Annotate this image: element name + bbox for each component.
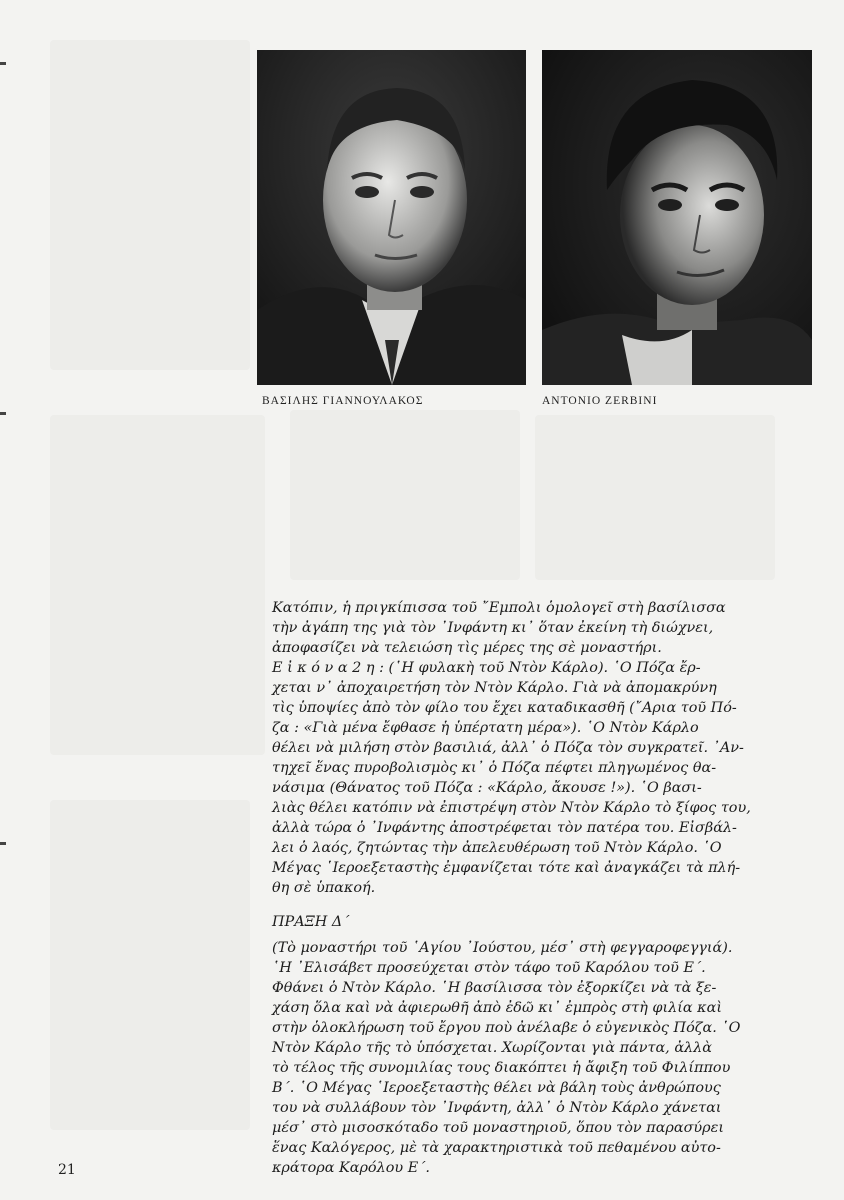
bleed-through-image [50, 40, 250, 370]
antonio-zerbini-portrait [542, 50, 812, 385]
text-line: μέσ᾿ στὸ μισοσκόταδο τοῦ μοναστηριοῦ, ὅπου τὸν παρασύρει [272, 1120, 724, 1136]
text-line: ἀλλὰ τώρα ὁ ᾿Ινφάντης ἀποστρέφεται τὸν πατέρα του. Εἰσβάλ- [272, 820, 737, 836]
text-line: ῾Η ᾿Ελισάβετ προσεύχεται στὸν τάφο τοῦ Καρόλου τοῦ Ε΄. [272, 960, 706, 976]
photo-caption: ΒΑΣΙΛΗΣ ΓΙΑΝΝΟΥΛΑΚΟΣ [262, 395, 424, 407]
text-line: χάση ὅλα καὶ νὰ ἀφιερωθῆ ἀπὸ ἐδῶ κι᾿ ἐμπρὸς στὴ φιλία καὶ [272, 1000, 722, 1016]
synopsis-paragraph [272, 938, 812, 1178]
text-line: λιὰς θέλει κατόπιν νὰ ἐπιστρέψη στὸν Ντὸν Κάρλο τὸ ξίφος του, [272, 800, 751, 816]
bleed-through-image [50, 800, 250, 1130]
text-line: θέλει νὰ μιλήση στὸν βασιλιά, ἀλλ᾿ ὁ Πόζα τὸν συγκρατεῖ. ᾿Αν- [272, 740, 744, 756]
bleed-through-image [290, 410, 520, 580]
bleed-through-image [535, 415, 775, 580]
text-line: Β΄. ῾Ο Μέγας ῾Ιεροεξεταστὴς θέλει νὰ βάλη τοὺς ἀνθρώπους [272, 1080, 721, 1096]
margin-mark [0, 62, 6, 65]
text-line: θη σὲ ὑπακοή. [272, 880, 376, 896]
page-number: 21 [58, 1162, 76, 1178]
text-line: ἕνας Καλόγερος, μὲ τὰ χαρακτηριστικὰ τοῦ πεθαμένου αὐτο- [272, 1140, 721, 1156]
text-line: λει ὁ λαός, ζητώντας τὴν ἀπελευθέρωση τοῦ Ντὸν Κάρλο. ῾Ο [272, 840, 722, 856]
bleed-through-image [50, 415, 265, 755]
text-line: Ντὸν Κάρλο τῆς τὸ ὑπόσχεται. Χωρίζονται γιὰ πάντα, ἀλλὰ [272, 1040, 713, 1056]
text-line: ἀποφασίζει νὰ τελειώση τὶς μέρες της σὲ μοναστήρι. [272, 640, 662, 656]
text-line: κράτορα Καρόλου Ε΄. [272, 1160, 430, 1176]
synopsis-paragraph [272, 598, 812, 898]
text-line: στὴν ὁλοκλήρωση τοῦ ἔργου ποὺ ἀνέλαβε ὁ εὐγενικὸς Πόζα. ῾Ο [272, 1020, 741, 1036]
vasilis-giannoulakos-portrait [257, 50, 526, 385]
text-line: του νὰ συλλάβουν τὸν ᾿Ινφάντη, ἀλλ᾿ ὁ Ντὸν Κάρλο χάνεται [272, 1100, 722, 1116]
text-line: τηχεῖ ἕνας πυροβολισμὸς κι᾿ ὁ Πόζα πέφτει πληγωμένος θα- [272, 760, 717, 776]
text-line: Ε ἰ κ ό ν α 2 η : (῾Η φυλακὴ τοῦ Ντὸν Κάρλο). ῾Ο Πόζα ἔρ- [272, 660, 701, 676]
margin-mark [0, 412, 6, 415]
text-line: Μέγας ῾Ιεροεξεταστὴς ἐμφανίζεται τότε καὶ ἀναγκάζει τὰ πλή- [272, 860, 741, 876]
text-line: Φθάνει ὁ Ντὸν Κάρλο. ῾Η βασίλισσα τὸν ἐξορκίζει νὰ τὰ ξε- [272, 980, 717, 996]
act-heading: ΠΡΑΞΗ Δ΄ [272, 914, 350, 930]
text-line: (Τὸ μοναστήρι τοῦ ῾Αγίου ᾿Ιούστου, μέσ᾿ στὴ φεγγαροφεγγιά). [272, 940, 733, 956]
text-line: τὸ τέλος τῆς συνομιλίας τους διακόπτει ἡ ἄφιξη τοῦ Φιλίππου [272, 1060, 731, 1076]
text-line: Κατόπιν, ἡ πριγκίπισσα τοῦ ῎Εμπολι ὁμολογεῖ στὴ βασίλισσα [272, 600, 726, 616]
text-line: χεται ν᾿ ἀποχαιρετήση τὸν Ντὸν Κάρλο. Γιὰ νὰ ἀπομακρύνη [272, 680, 717, 696]
text-line: νάσιμα (Θάνατος τοῦ Πόζα : «Κάρλο, ἄκουσε !»). ῾Ο βασι- [272, 780, 702, 796]
text-line: τὴν ἀγάπη της γιὰ τὸν ᾿Ινφάντη κι᾿ ὅταν ἐκείνη τὴ διώχνει, [272, 620, 714, 636]
text-line: ζα : «Γιὰ μένα ἔφθασε ἡ ὑπέρτατη μέρα»). ῾Ο Ντὸν Κάρλο [272, 720, 699, 736]
text-line: τὶς ὑποψίες ἀπὸ τὸν φίλο του ἔχει καταδικασθῆ (῎Αρια τοῦ Πό- [272, 700, 737, 716]
photo-caption: ANTONIO ZERBINI [542, 395, 658, 407]
margin-mark [0, 842, 6, 845]
